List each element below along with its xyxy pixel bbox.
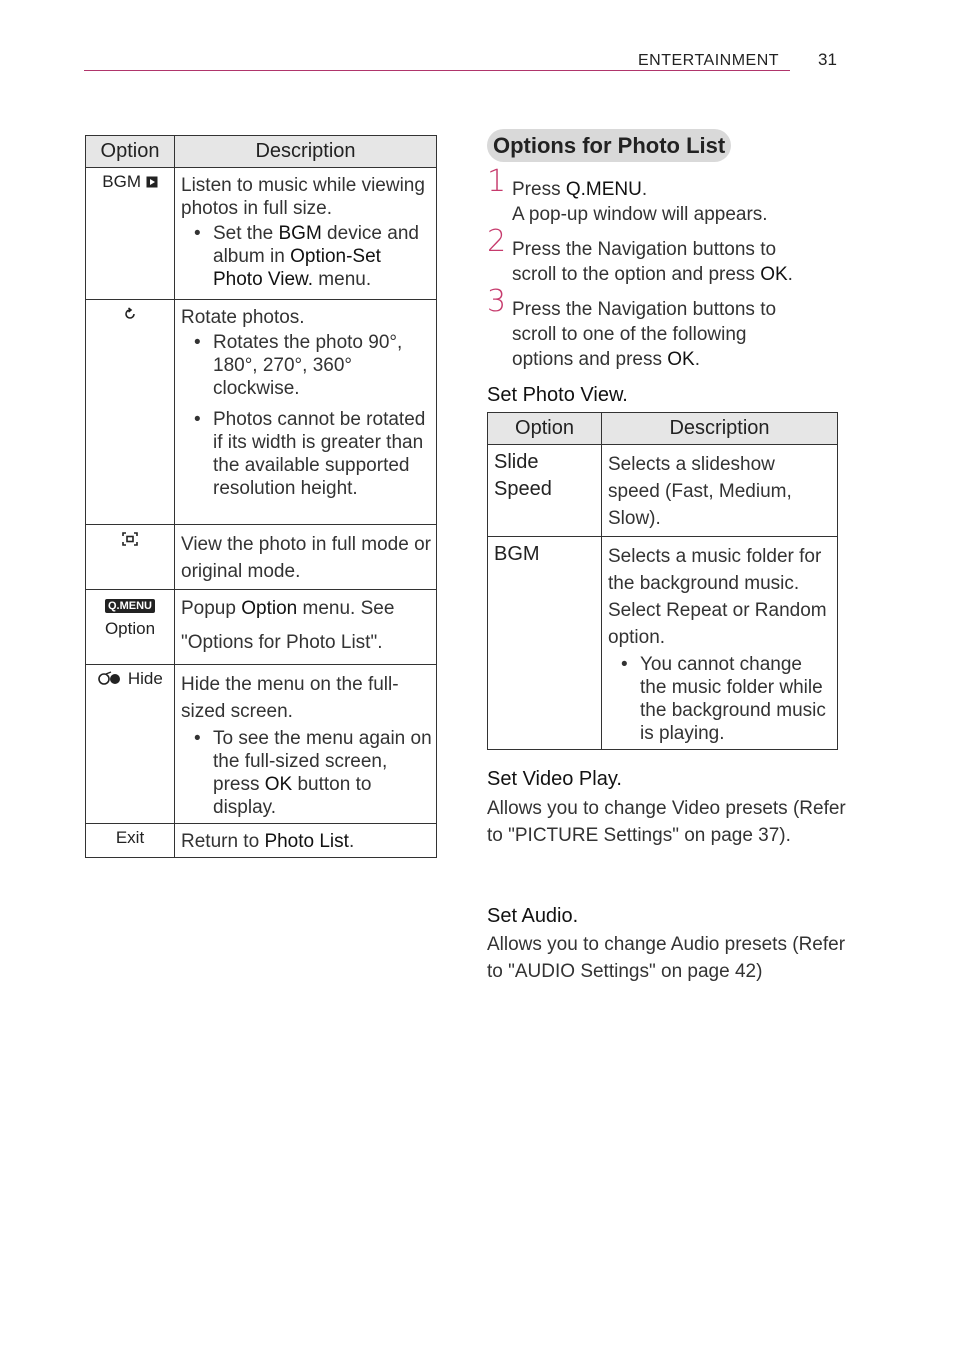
description-cell (175, 168, 437, 300)
play-square-icon (146, 176, 158, 188)
step-number: 2 (487, 224, 507, 259)
description-cell (602, 537, 838, 750)
set-photo-view-heading: Set Photo View. (487, 384, 628, 406)
table-row (86, 824, 437, 858)
text-span: . (694, 349, 700, 370)
table-row (86, 590, 437, 665)
step-text (512, 297, 802, 372)
set-audio-heading: Set Audio. (487, 905, 579, 927)
step-text (512, 177, 832, 227)
bold-term: Q.MENU (565, 179, 642, 200)
fullscreen-icon (122, 532, 138, 546)
description-cell (175, 300, 437, 525)
text-span: device and album in (213, 223, 419, 267)
step-number: 1 (487, 164, 507, 199)
option-cell (86, 590, 175, 665)
text-span: Set the (213, 223, 279, 244)
bold-term: OK (667, 349, 695, 370)
hide-toggle-icon (97, 671, 123, 685)
table-row (488, 445, 838, 537)
table-header-row (86, 136, 437, 168)
description-text: Selects a music folder for the background music. Select Repeat or Random option. (608, 546, 827, 648)
bgm-label: BGM (102, 172, 141, 191)
step-2 (487, 224, 817, 287)
list-item: • You cannot change the music folder while the background music is playing. (640, 653, 831, 745)
description-text: Hide the menu on the full-sized screen. (181, 674, 399, 722)
description-cell: View the photo in full mode or original mode. (175, 525, 437, 590)
option-cell (86, 525, 175, 590)
bold-term: BGM (278, 223, 322, 244)
column-header-option: Option (488, 413, 602, 445)
bullet-list (181, 331, 432, 500)
bullet-list (181, 727, 432, 819)
header-divider (84, 70, 790, 71)
text-span: A pop-up window will appears. (512, 204, 768, 225)
hide-label: Hide (127, 669, 163, 688)
list-item (213, 727, 432, 819)
column-header-description: Description (602, 413, 838, 445)
option-cell: BGM (488, 537, 602, 750)
option-cell (86, 168, 175, 300)
bold-term: Option (241, 598, 298, 619)
rotate-icon (123, 307, 137, 321)
page-number: 31 (818, 50, 837, 69)
text-span: menu. (313, 269, 372, 290)
text-span: To see the menu again on the full-sized screen, press (213, 728, 432, 795)
text-span: . (787, 264, 793, 285)
table-header-row (488, 413, 838, 445)
bullet-list (608, 653, 831, 745)
table-row (86, 168, 437, 300)
list-item (213, 222, 432, 291)
description-text: Rotate photos. (181, 307, 305, 328)
description-cell (175, 824, 437, 858)
text-span: Popup (181, 598, 242, 619)
option-cell (86, 300, 175, 525)
video-paragraph: Allows you to change Video presets (Refer to "PICTURE Settings" on page 37). (487, 798, 846, 846)
step-3 (487, 284, 802, 372)
step-text (512, 237, 817, 287)
text-span: . (641, 179, 648, 200)
set-video-play-heading: Set Video Play. (487, 768, 622, 790)
table-row (488, 537, 838, 750)
text-span: Press the Navigation buttons to scroll to the option and press (512, 239, 777, 285)
section-header: ENTERTAINMENT (638, 52, 780, 69)
audio-paragraph: Allows you to change Audio presets (Refer to "AUDIO Settings" on page 42) (487, 934, 846, 982)
list-item: • Photos cannot be rotated if its width is greater than the available supported resolution height. (213, 408, 432, 500)
table-row (86, 525, 437, 590)
step-1 (487, 164, 832, 227)
column-header-description: Description (175, 136, 437, 168)
bold-term: OK (264, 774, 293, 795)
step-number: 3 (487, 284, 507, 319)
option-label: Option (104, 619, 156, 638)
bold-term: OK (760, 264, 788, 285)
table-row (86, 300, 437, 525)
option-cell: Exit (86, 824, 175, 858)
qmenu-badge: Q.MENU (105, 599, 155, 613)
photo-view-table (487, 412, 838, 750)
text-span: button to display. (213, 774, 372, 818)
table-row (86, 665, 437, 824)
description-cell: Selects a slideshow speed (Fast, Medium, Slow). (602, 445, 838, 537)
bold-term: Option-Set Photo View. (213, 246, 381, 290)
text-span: . (348, 831, 355, 852)
description-cell (175, 665, 437, 824)
option-cell: Slide Speed (488, 445, 602, 537)
column-header-option: Option (86, 136, 175, 168)
text-span: Press (512, 179, 566, 200)
text-span: Press the Navigation buttons to scroll to one of the following options and press (512, 299, 777, 370)
bullet-list (181, 222, 432, 291)
options-table (85, 135, 437, 858)
text-span: menu. See "Options for Photo List". (181, 598, 395, 653)
option-cell (86, 665, 175, 824)
text-span: Return to (181, 831, 265, 852)
section-title: Options for Photo List (487, 129, 731, 162)
description-text: Listen to music while viewing photos in full size. (181, 175, 425, 219)
bold-term: Photo List (264, 831, 349, 852)
list-item: • Rotates the photo 90°, 180°, 270°, 360° clockwise. (213, 331, 432, 400)
description-cell (175, 590, 437, 665)
